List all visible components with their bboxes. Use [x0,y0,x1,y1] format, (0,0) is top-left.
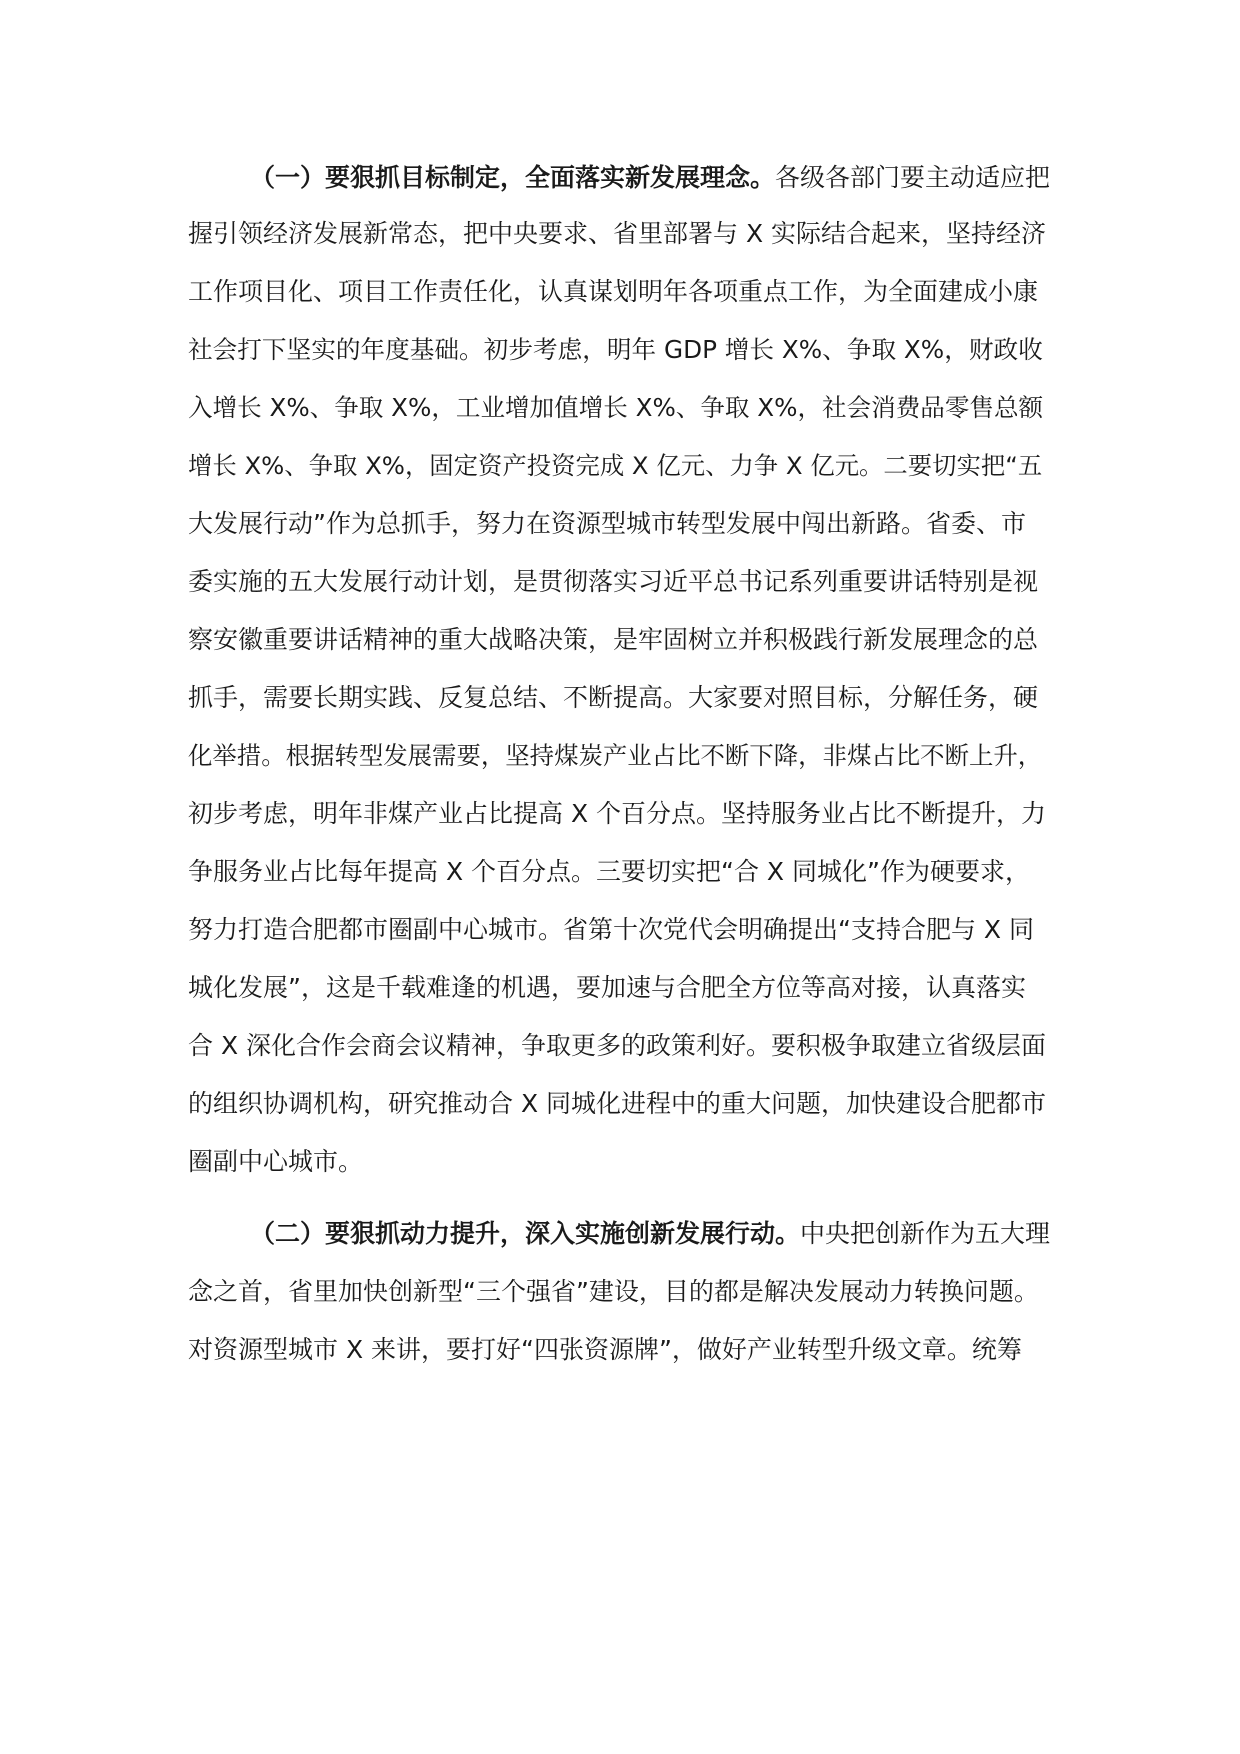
paragraph-line: 圈副中心城市。 [188,1147,364,1176]
paragraph-text: 各级各部门要主动适应把 [775,163,1051,192]
paragraph-line: 握引领经济发展新常态，把中央要求、省里部署与 X 实际结合起来，坚持经济 [188,219,1047,248]
section-heading: （一）要狠抓目标制定，全面落实新发展理念。 [250,163,776,192]
paragraph-line: 城化发展”，这是千载难逢的机遇，要加速与合肥全方位等高对接，认真落实 [188,973,1026,1002]
paragraph-line: 合 X 深化合作会商会议精神，争取更多的政策利好。要积极争取建立省级层面 [188,1031,1047,1060]
paragraph-line: 大发展行动”作为总抓手，努力在资源型城市转型发展中闯出新路。省委、市 [188,509,1026,538]
paragraph-line: 努力打造合肥都市圈副中心城市。省第十次党代会明确提出“支持合肥与 X 同 [188,915,1034,944]
paragraph-line: 争服务业占比每年提高 X 个百分点。三要切实把“合 X 同城化”作为硬要求， [188,857,1030,886]
paragraph-line: 念之首，省里加快创新型“三个强省”建设，目的都是解决发展动力转换问题。 [188,1277,1039,1306]
paragraph-line: 工作项目化、项目工作责任化，认真谋划明年各项重点工作，为全面建成小康 [188,277,1039,306]
paragraph-line: 对资源型城市 X 来讲，要打好“四张资源牌”，做好产业转型升级文章。统筹 [188,1335,1022,1364]
paragraph-line: 社会打下坚实的年度基础。初步考虑，明年 GDP 增长 X%、争取 X%，财政收 [188,335,1043,364]
paragraph-line [250,158,1050,198]
paragraph-line [250,1214,1050,1254]
paragraph-line: 增长 X%、争取 X%，固定资产投资完成 X 亿元、力争 X 亿元。二要切实把“五 [188,451,1043,480]
paragraph-line: 初步考虑，明年非煤产业占比提高 X 个百分点。坚持服务业占比不断提升，力 [188,799,1047,828]
paragraph-line: 委实施的五大发展行动计划，是贯彻落实习近平总书记系列重要讲话特别是视 [188,567,1039,596]
section-heading: （二）要狠抓动力提升，深入实施创新发展行动。 [250,1219,801,1248]
paragraph-line: 察安徽重要讲话精神的重大战略决策，是牢固树立并积极践行新发展理念的总 [188,625,1039,654]
paragraph-line: 抓手，需要长期实践、反复总结、不断提高。大家要对照目标，分解任务，硬 [188,683,1039,712]
paragraph-line: 入增长 X%、争取 X%，工业增加值增长 X%、争取 X%，社会消费品零售总额 [188,393,1044,422]
paragraph-line: 的组织协调机构，研究推动合 X 同城化进程中的重大问题，加快建设合肥都市 [188,1089,1047,1118]
paragraph-line: 化举措。根据转型发展需要，坚持煤炭产业占比不断下降，非煤占比不断上升， [188,741,1043,770]
paragraph-text: 中央把创新作为五大理 [800,1219,1051,1248]
